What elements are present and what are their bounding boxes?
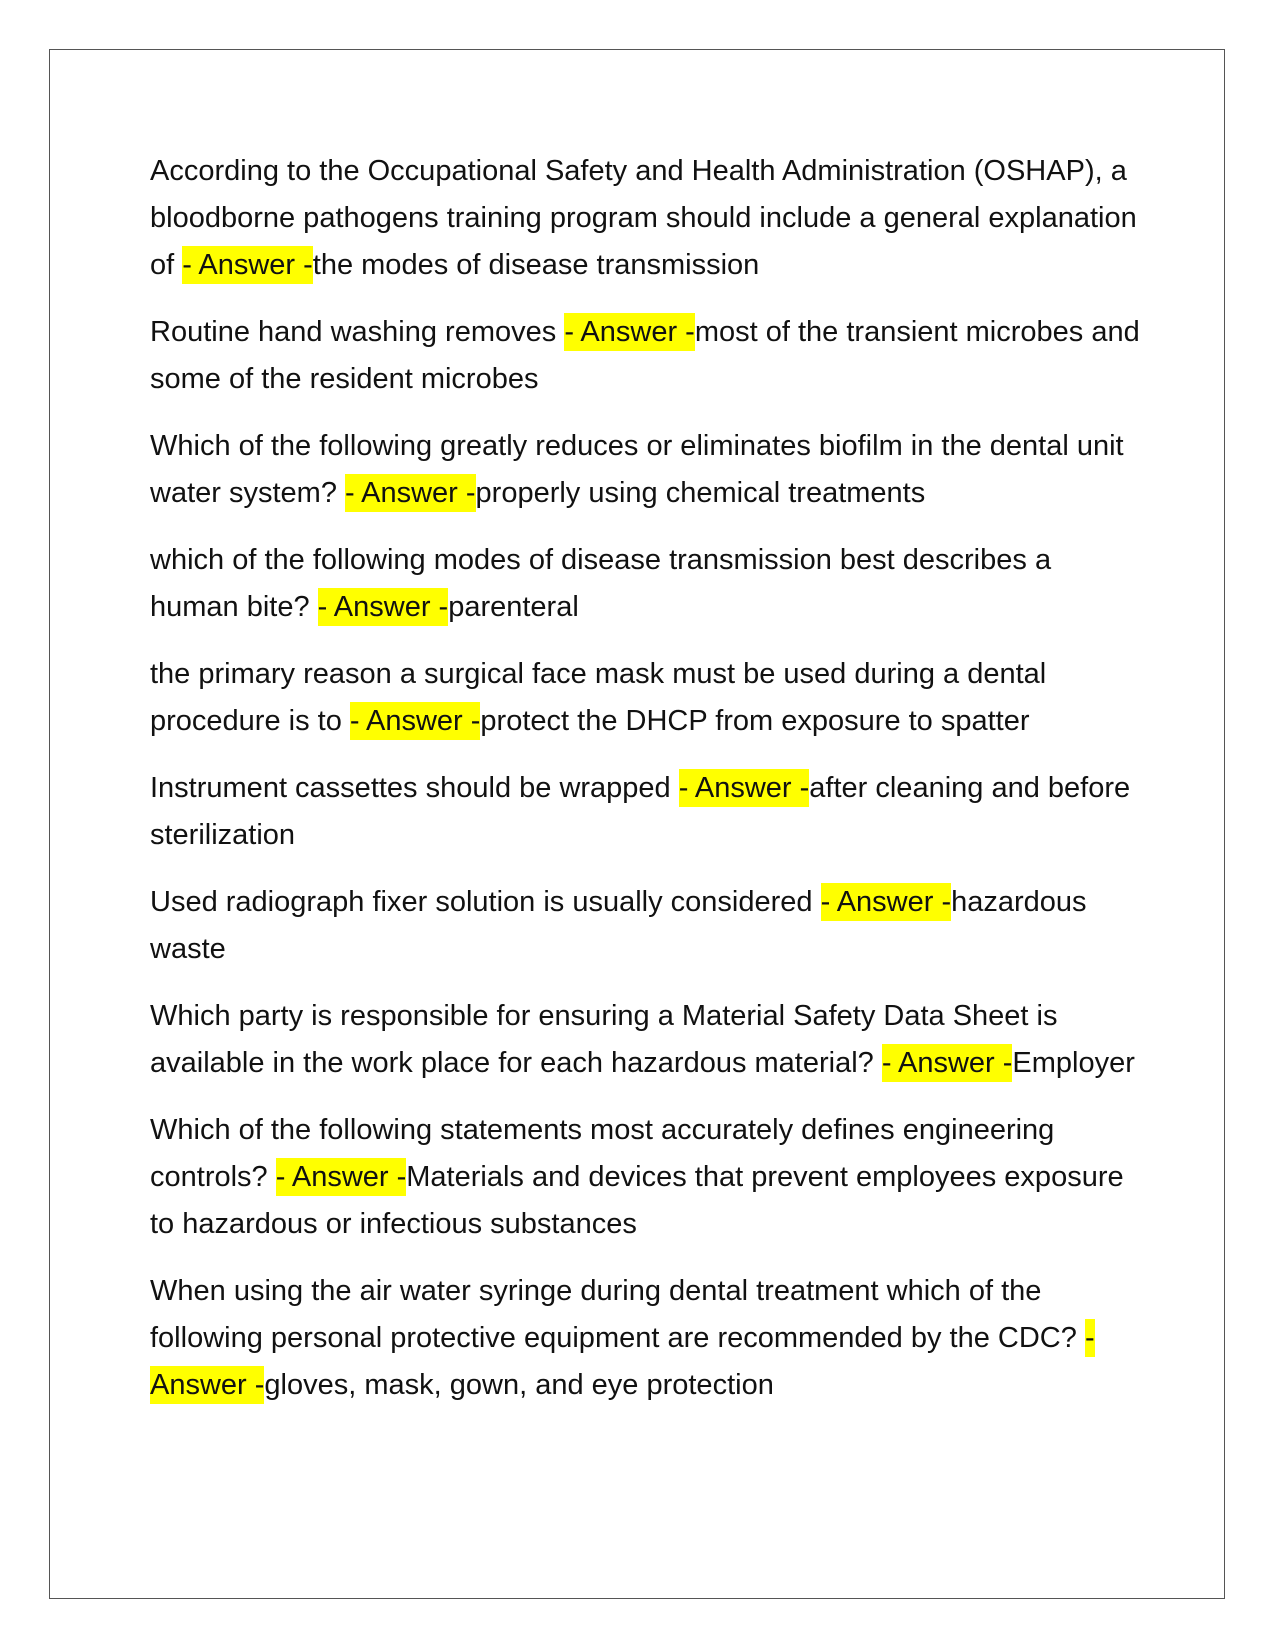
answer-text: hazardous waste bbox=[150, 886, 1087, 965]
question-text: According to the Occupational Safety and Health Administration (OSHAP), a bloodborne pathogens training program should include a general explanation of bbox=[150, 155, 1137, 281]
question-text: the primary reason a surgical face mask must be used during a dental procedure is to bbox=[150, 658, 1047, 737]
qa-item-5 bbox=[150, 651, 1140, 745]
question-text: which of the following modes of disease transmission best describes a human bite? bbox=[150, 544, 1052, 623]
answer-marker: - Answer - bbox=[564, 313, 695, 351]
answer-marker: - Answer - bbox=[318, 588, 449, 626]
qa-item-6 bbox=[150, 765, 1140, 859]
answer-marker: - Answer - bbox=[182, 246, 313, 284]
answer-marker: - Answer - bbox=[276, 1158, 407, 1196]
answer-marker: - Answer - bbox=[345, 474, 476, 512]
answer-text: gloves, mask, gown, and eye protection bbox=[264, 1369, 774, 1401]
qa-item-2 bbox=[150, 309, 1140, 403]
question-text: Which party is responsible for ensuring a Material Safety Data Sheet is available in the work place for each hazardous material? bbox=[150, 1000, 1058, 1079]
qa-item-9 bbox=[150, 1107, 1140, 1248]
qa-item-3 bbox=[150, 423, 1140, 517]
answer-marker: - Answer - bbox=[350, 702, 481, 740]
question-text: Used radiograph fixer solution is usually considered bbox=[150, 886, 821, 918]
answer-text: Materials and devices that prevent employees exposure to hazardous or infectious substances bbox=[150, 1161, 1124, 1240]
qa-item-4 bbox=[150, 537, 1140, 631]
qa-item-7 bbox=[150, 879, 1140, 973]
answer-text: after cleaning and before sterilization bbox=[150, 772, 1131, 851]
answer-text: Employer bbox=[1012, 1047, 1135, 1079]
qa-item-8 bbox=[150, 993, 1140, 1087]
answer-text: protect the DHCP from exposure to spatter bbox=[480, 705, 1030, 737]
answer-marker: - Answer - bbox=[821, 883, 952, 921]
answer-text: properly using chemical treatments bbox=[475, 477, 926, 509]
question-text: Routine hand washing removes bbox=[150, 316, 565, 348]
answer-marker: - Answer - bbox=[679, 769, 810, 807]
question-text: Which of the following statements most accurately defines engineering controls? bbox=[150, 1114, 1055, 1193]
qa-item-10 bbox=[150, 1268, 1140, 1409]
answer-text: the modes of disease transmission bbox=[312, 249, 760, 281]
answer-marker: - Answer - bbox=[150, 1319, 1095, 1404]
qa-item-1 bbox=[150, 148, 1140, 289]
question-text: Instrument cassettes should be wrapped bbox=[150, 772, 679, 804]
answer-marker: - Answer - bbox=[882, 1044, 1013, 1082]
answer-text: most of the transient microbes and some of the resident microbes bbox=[150, 316, 1140, 395]
question-text: Which of the following greatly reduces or eliminates biofilm in the dental unit water system? bbox=[150, 430, 1124, 509]
document-body bbox=[150, 148, 1140, 1429]
answer-text: parenteral bbox=[448, 591, 579, 623]
question-text: When using the air water syringe during dental treatment which of the following personal protective equipment are recommended by the CDC? bbox=[150, 1275, 1085, 1354]
